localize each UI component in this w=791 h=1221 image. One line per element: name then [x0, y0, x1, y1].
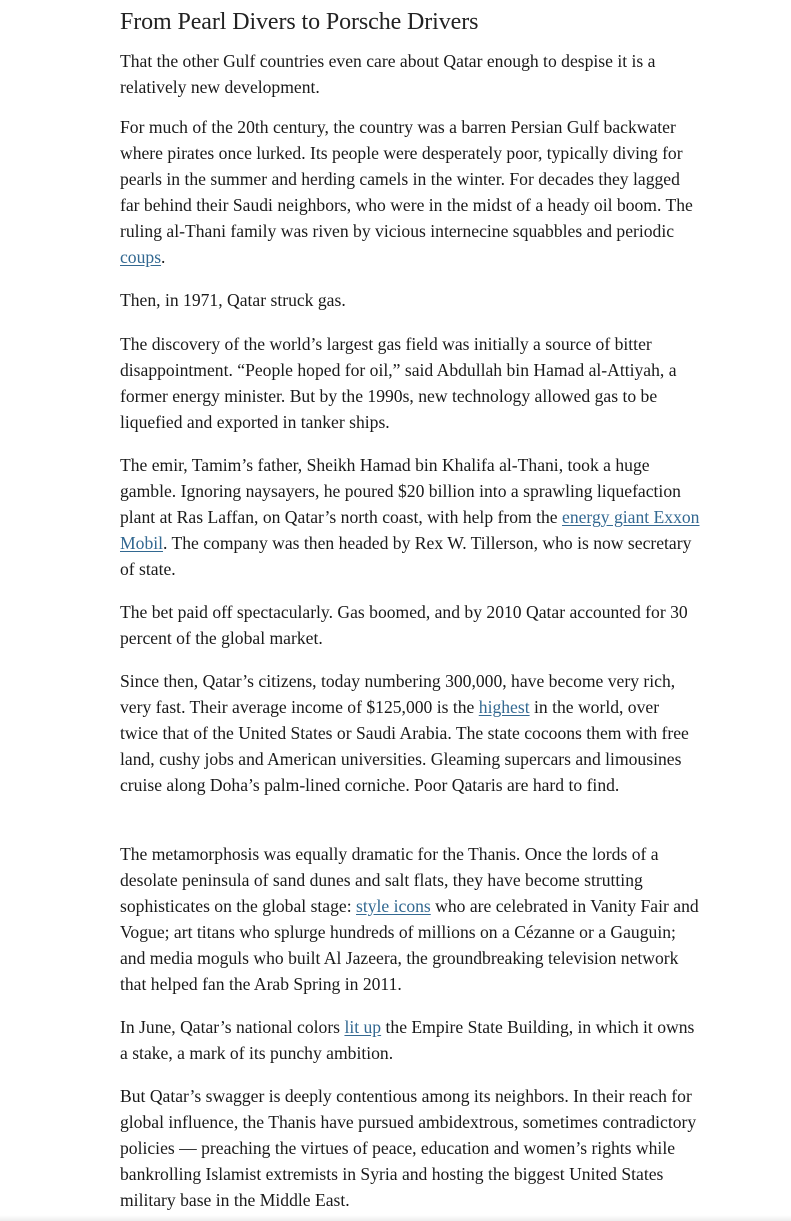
section-heading: From Pearl Divers to Porsche Drivers	[120, 9, 479, 35]
paragraph	[120, 599, 700, 651]
paragraph-text: who are celebrated in Vanity Fair and Vogue; art titans who splurge hundreds of millions on a Cézanne or a Gauguin; and media moguls who built Al Jazeera, the groundbreaking television network that helped fan the Arab Spring in 2011.	[120, 896, 699, 994]
link-coups[interactable]: coups	[120, 247, 162, 267]
paragraph-text: But Qatar’s swagger is deeply contentious among its neighbors. In their reach for global influence, the Thanis have pursued ambidextrous, sometimes contradictory policies — preaching the virtues of peace, education and women’s rights while bankrolling Islamist extremists in Syria and hosting the biggest United States military base in the Middle East.	[120, 1086, 697, 1210]
paragraph-text: . The company was then headed by Rex W. Tillerson, who is now secretary of state.	[120, 533, 692, 579]
paragraph-text: in the world, over twice that of the United States or Saudi Arabia. The state cocoons them with free land, cushy jobs and American universities. Gleaming supercars and limousines cruise along Doha’s palm-lined corniche. Poor Qataris are hard to find.	[120, 697, 689, 795]
paragraph-text: .	[161, 247, 166, 267]
paragraph	[120, 287, 700, 313]
paragraph-text: The discovery of the world’s largest gas field was initially a source of bitter disappointment. “People hoped for oil,” said Abdullah bin Hamad al-Attiyah, a former energy minister. But by the 1990s, new technology allowed gas to be liquefied and exported in tanker ships.	[120, 334, 677, 432]
article-body	[120, 0, 700, 1210]
paragraph-text: the Empire State Building, in which it owns a stake, a mark of its punchy ambition.	[120, 1017, 695, 1063]
paragraph-text: The bet paid off spectacularly. Gas boomed, and by 2010 Qatar accounted for 30 percent of the global market.	[120, 602, 688, 648]
bottom-fade	[0, 1215, 791, 1221]
paragraph	[120, 114, 700, 270]
link-lit-up[interactable]: lit up	[344, 1017, 382, 1037]
link-exxon-mobil[interactable]: energy giant Exxon Mobil	[120, 507, 700, 553]
paragraph	[120, 668, 700, 798]
paragraph	[120, 331, 700, 435]
paragraph-text: The emir, Tamim’s father, Sheikh Hamad bin Khalifa al-Thani, took a huge gamble. Ignoring naysayers, he poured $20 billion into a sprawling liquefaction plant at Ras Laffan, on Qatar’s north coast, with help from the	[120, 455, 681, 527]
paragraph	[120, 1014, 700, 1066]
paragraph-text: For much of the 20th century, the country was a barren Persian Gulf backwater where pirates once lurked. Its people were desperately poor, typically diving for pearls in the summer and herding camels in the winter. For decades they lagged far behind their Saudi neighbors, who were in the midst of a heady oil boom. The ruling al-Thani family was riven by vicious internecine squabbles and periodic	[120, 117, 693, 241]
paragraph-text: The metamorphosis was equally dramatic for the Thanis. Once the lords of a desolate peninsula of sand dunes and salt flats, they have become strutting sophisticates on the global stage:	[120, 844, 659, 916]
link-highest[interactable]: highest	[478, 697, 530, 717]
paragraph	[120, 48, 700, 100]
paragraph-text: Since then, Qatar’s citizens, today numbering 300,000, have become very rich, very fast. Their average income of $125,000 is the	[120, 671, 676, 717]
paragraph	[120, 841, 700, 997]
link-style-icons[interactable]: style icons	[356, 896, 431, 916]
paragraph-text: In June, Qatar’s national colors	[120, 1017, 345, 1037]
paragraph-text: Then, in 1971, Qatar struck gas.	[120, 290, 346, 310]
paragraph-text: That the other Gulf countries even care about Qatar enough to despise it is a relatively new development.	[120, 51, 656, 97]
paragraph	[120, 452, 700, 582]
paragraph	[120, 1083, 700, 1213]
